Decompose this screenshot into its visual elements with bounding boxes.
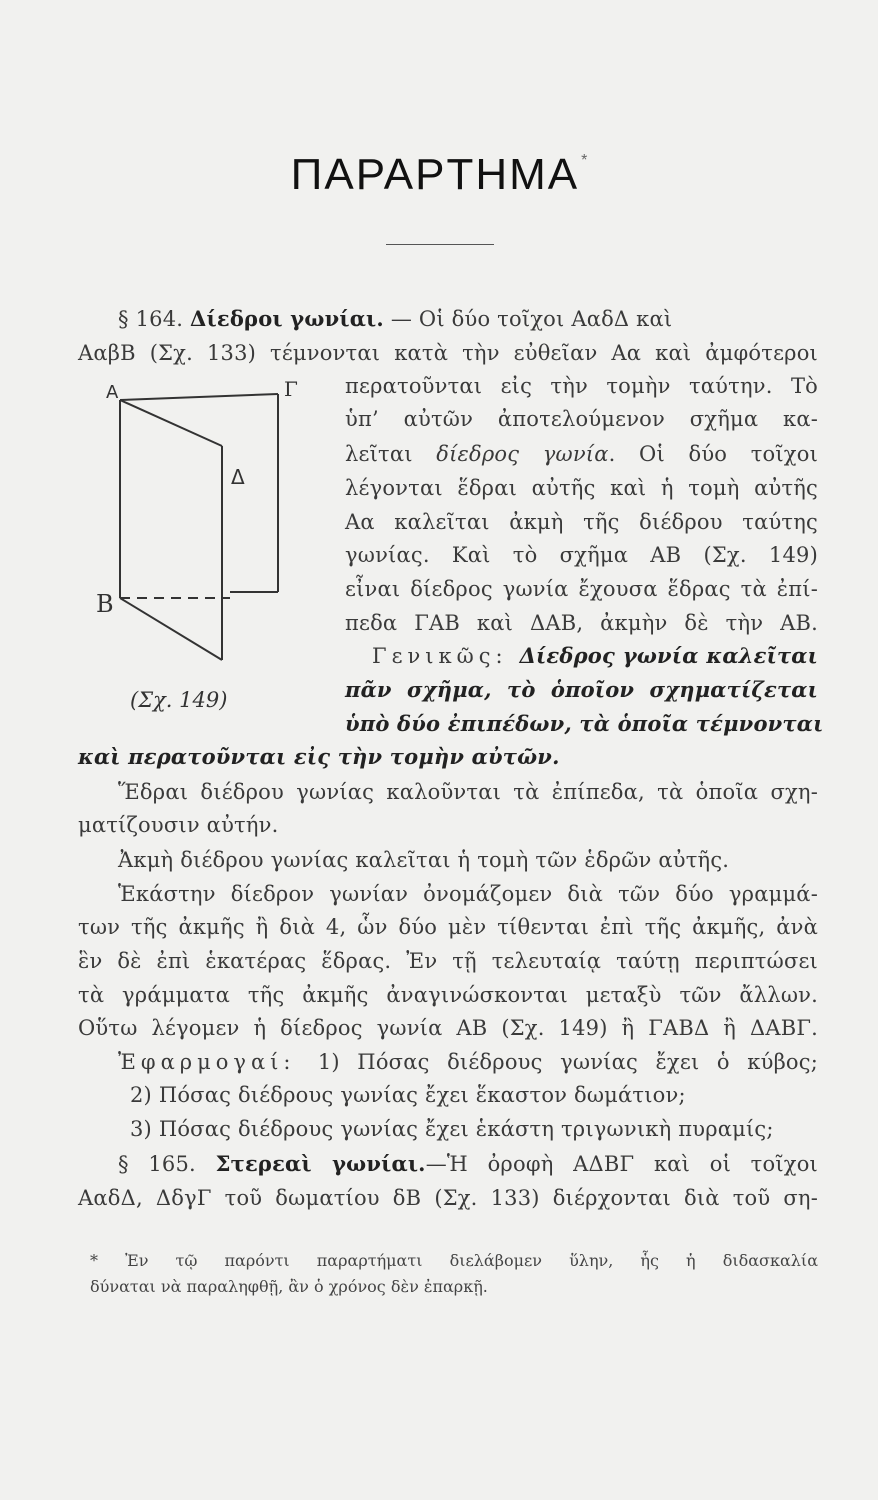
s164-line-22: Οὕτω λέγομεν ἡ δίεδρος γωνία ΑΒ (Σχ. 149) ἢ ΓΑΒΔ ἢ ΔΑΒΓ. — [78, 1016, 818, 1040]
title-rule — [386, 244, 494, 245]
s164-text-1: — Οἱ δύο τοῖχοι ΑαδΔ καὶ — [390, 307, 673, 331]
s164-line-11 — [372, 642, 818, 670]
s164-line-21: τὰ γράμματα τῆς ἀκμῆς ἀναγινώσκονται μεταξὺ τῶν ἄλλων. — [78, 983, 818, 1007]
s164-text-5c: . Οἱ δύο τοῖχοι — [608, 442, 819, 466]
label-D: Δ — [231, 465, 245, 489]
s164-line-8: γωνίας. Καὶ τὸ σχῆμα ΑΒ (Σχ. 149) — [345, 543, 818, 567]
footnote-line-1: * Ἐν τῷ παρόντι παραρτήματι διελάβομεν ὕλην, ἧς ἡ διδασκαλία — [90, 1251, 818, 1270]
top-edge-second — [120, 400, 222, 446]
page-title — [0, 150, 878, 200]
s164-line-20: ἓν δὲ ἐπὶ ἑκατέρας ἕδρας. Ἐν τῇ τελευταίᾳ ταύτῃ περιπτώσει — [78, 949, 818, 973]
s164-line-12: πᾶν σχῆμα, τὸ ὁποῖον σχηματίζεται — [345, 677, 818, 702]
section-number: § 164. — [118, 307, 184, 331]
s164-text-5a: λεῖται — [345, 442, 437, 466]
s164-line-13: ὑπὸ δύο ἐπιπέδων, τὰ ὁποῖα τέμνονται — [345, 711, 824, 736]
s164-line-5 — [345, 440, 818, 468]
s164-line-2: ΑαβΒ (Σχ. 133) τέμνονται κατὰ τὴν εὐθεῖαν Αα καὶ ἀμφότεροι — [78, 341, 818, 365]
footnote-marker: * — [581, 152, 590, 169]
s164-line-17: Ἀκμὴ διέδρου γωνίας καλεῖται ἡ τομὴ τῶν ἑδρῶν αὐτῆς. — [118, 848, 730, 872]
label-A: Α — [106, 382, 119, 403]
s164-line-7: Αα καλεῖται ἀκμὴ τῆς διέδρου ταύτης — [345, 510, 818, 534]
s164-line-9: εἶναι δίεδρος γωνία ἔχουσα ἕδρας τὰ ἐπί- — [345, 577, 818, 601]
s164-line-19: των τῆς ἀκμῆς ἢ διὰ 4, ὧν δύο μὲν τίθενται ἐπὶ τῆς ἀκμῆς, ἀνὰ — [78, 915, 818, 939]
label-G: Γ — [284, 377, 298, 401]
section-heading: Στερεαὶ γωνίαι. — [215, 1151, 426, 1176]
s164-line-14: καὶ περατοῦνται εἰς τὴν τομὴν αὐτῶν. — [78, 744, 560, 769]
title-text: ΠΑΡΑΡΤΗΜΑ — [290, 150, 580, 199]
section-number: § 165. — [118, 1152, 196, 1176]
exercise-3: 3) Πόσας διέδρους γωνίας ἔχει ἑκάστη τριγωνικὴ πυραμίς; — [130, 1117, 774, 1141]
s165-text-1: —Ἡ ὀροφὴ ΑΔΒΓ καὶ οἱ τοῖχοι — [425, 1152, 818, 1176]
top-edge-front — [120, 394, 278, 400]
s165-line-2: ΑαδΔ, ΔδγΓ τοῦ δωματίου δΒ (Σχ. 133) διέρχονται διὰ τοῦ ση- — [78, 1186, 818, 1210]
definition-start: Δίεδρος γωνία καλεῖται — [519, 643, 819, 668]
exercise-2: 2) Πόσας διέδρους γωνίας ἔχει ἕκαστον δωμάτιον; — [130, 1083, 686, 1107]
figure-149 — [96, 360, 300, 700]
s164-line-18: Ἑκάστην δίεδρον γωνίαν ὀνομάζομεν διὰ τῶν δύο γραμμά- — [118, 882, 818, 906]
applications-label: Ἐφαρμογαί: — [118, 1050, 318, 1074]
s164-line-16: ματίζουσιν αὐτήν. — [78, 813, 279, 837]
s164-line-15: Ἕδραι διέδρου γωνίας καλοῦνται τὰ ἐπίπεδα, τὰ ὁποῖα σχη- — [118, 780, 818, 804]
s164-line-1 — [118, 305, 858, 333]
s164-line-10: πεδα ΓΑΒ καὶ ΔΑΒ, ἀκμὴν δὲ τὴν ΑΒ. — [345, 611, 818, 635]
generally-label: Γενικῶς: — [372, 644, 520, 668]
figure-caption: (Σχ. 149) — [130, 688, 228, 712]
section-heading: Δίεδροι γωνίαι. — [190, 306, 384, 331]
label-B: Β — [96, 590, 114, 618]
bottom-edge-second — [120, 598, 222, 660]
exercise-1: 1) Πόσας διέδρους γωνίας ἔχει ὁ κύβος; — [317, 1050, 818, 1074]
term-dihedral: δίεδρος γωνία — [436, 442, 609, 466]
s165-line-1 — [118, 1150, 818, 1178]
s164-line-6: λέγονται ἕδραι αὐτῆς καὶ ἡ τομὴ αὐτῆς — [345, 476, 818, 500]
s164-line-4: ὑπ’ αὐτῶν ἀποτελούμενον σχῆμα κα- — [345, 407, 818, 431]
s164-line-3: περατοῦνται εἰς τὴν τομὴν ταύτην. Τὸ — [345, 374, 818, 398]
footnote-line-2: δύναται νὰ παραληφθῇ, ἂν ὁ χρόνος δὲν ἐπαρκῇ. — [90, 1277, 488, 1296]
s164-line-23 — [118, 1048, 818, 1076]
